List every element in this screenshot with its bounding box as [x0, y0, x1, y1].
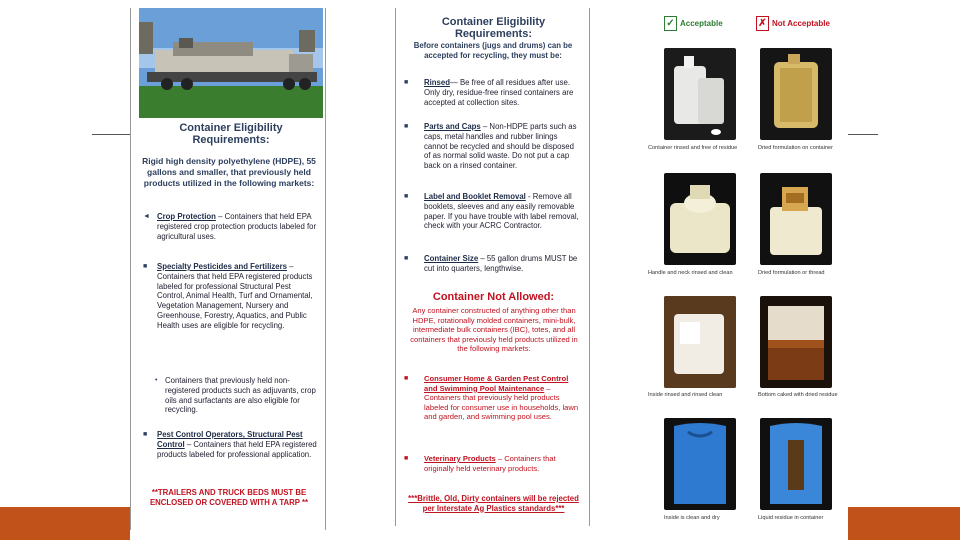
left-bullet-crop	[143, 212, 319, 241]
photo-clean-inside	[664, 296, 736, 388]
trailer-truck-photo	[139, 8, 323, 118]
red-bullet-consumer	[404, 374, 582, 422]
bullet-label: Specialty Pesticides and Fertilizers	[157, 262, 288, 271]
caption-acceptable-1: Container rinsed and free of residue	[648, 145, 738, 151]
left-tarp-warning: **TRAILERS AND TRUCK BEDS MUST BE ENCLOSED OR COVERED WITH A TARP **	[149, 488, 309, 507]
bullet-icon: ■	[404, 193, 409, 200]
mid-bullet-parts	[404, 122, 582, 171]
left-bullet-nonregistered	[155, 376, 319, 415]
photo-residue-jug	[760, 48, 832, 140]
photo-caked-bottom	[760, 296, 832, 388]
bullet-icon: ■	[143, 431, 148, 438]
caption-not-acceptable-2: Dried formulation or thread	[758, 270, 825, 276]
caption-not-acceptable-1: Dried formulation on container	[758, 145, 833, 151]
footer-accent-bar-right	[848, 507, 960, 540]
bullet-icon: ◄	[143, 213, 150, 220]
footer-accent-bar	[0, 507, 130, 540]
bullet-label: Container Size	[424, 254, 479, 263]
divider-line	[92, 134, 130, 135]
bullet-text: - Remove all booklets, sleeves and any easily removable paper. If you have trouble with label removal, check with your ACRC Contractor.	[424, 192, 579, 231]
mid-bullet-label-removal	[404, 192, 582, 231]
bullet-label: Consumer Home & Garden Pest Control and Swimming Pool Maintenance	[424, 374, 569, 393]
not-allowed-text: Any container constructed of anything other than HDPE, rotationally molded containers, mini-bulk, intermediate bulk containers (IBC), totes, and all containers that previously held products utilized in the following markets:	[410, 306, 578, 354]
left-bullet-pest-control	[143, 430, 319, 459]
bullet-label: Rinsed	[424, 78, 450, 87]
bullet-text: – Containers that held EPA registered products labeled for professional application.	[157, 439, 317, 459]
bullet-icon: ■	[404, 255, 409, 262]
acceptable-label: Acceptable	[680, 19, 723, 28]
x-mark-icon: ✗	[756, 16, 769, 31]
eligibility-flyer-middle	[395, 8, 590, 526]
bullet-label: Parts and Caps	[424, 122, 481, 131]
bullet-label: Label and Booklet Removal	[424, 192, 526, 201]
divider-line-right	[848, 134, 878, 135]
caption-acceptable-2: Handle and neck rinsed and clean	[648, 270, 733, 276]
bullet-icon: •	[155, 377, 158, 384]
acceptable-comparison-panel	[640, 8, 848, 530]
bullet-text: – Containers that held EPA registered products labeled for professional Structural Pest Control, Animal Health, Turf and Ornamental, Vegetation Management, Nursery and Greenhouse, Forestry, Aquatics, and Public Health uses are eligible for recycling.	[157, 262, 313, 330]
not-allowed-title: Container Not Allowed:	[432, 291, 555, 303]
bullet-label: Crop Protection	[157, 212, 216, 221]
left-subtitle: Rigid high density polyethylene (HDPE), 55 gallons and smaller, that previously held products utilized in the following markets:	[142, 156, 316, 188]
mid-bullet-container-size	[404, 254, 582, 274]
caption-acceptable-3: Inside rinsed and rinsed clean	[648, 392, 723, 398]
bullet-text: – Containers that held EPA registered crop protection products labeled for agricultural uses.	[157, 212, 317, 241]
not-acceptable-header	[756, 16, 830, 31]
left-title: Container Eligibility Requirements:	[179, 122, 283, 146]
mid-subtitle: Before containers (jugs and drums) can be accepted for recycling, they must be:	[413, 41, 573, 60]
bullet-icon: ■	[404, 123, 409, 130]
red-bullet-veterinary	[404, 454, 582, 473]
caption-acceptable-4: Inside is clean and dry	[664, 515, 720, 521]
caption-not-acceptable-3: Bottom caked with dried residue	[758, 392, 838, 398]
photo-clean-handle	[664, 173, 736, 265]
bullet-text: – Non-HDPE parts such as caps, metal handles and rubber linings cannot be recycled and should be disposed of as normal solid waste. Do not put a cap back on a rinsed container.	[424, 122, 577, 171]
bullet-text: – 55 gallon drums MUST be cut into quarters, lengthwise.	[424, 254, 578, 273]
bullet-icon: ■	[404, 455, 409, 462]
bullet-text: Containers that previously held non-registered products such as adjuvants, crop oils and surfactants are also eligible for recycling.	[165, 376, 316, 415]
photo-residue-blue-drum	[760, 418, 832, 510]
bullet-text: – Containers that originally held veterinary products.	[424, 454, 556, 473]
mid-bullet-rinsed	[404, 78, 582, 107]
mid-title: Container Eligibility Requirements:	[441, 16, 546, 40]
bullet-icon: ■	[404, 375, 409, 382]
mid-rejection-warning: ***Brittle, Old, Dirty containers will be rejected per Interstate Ag Plastics standards***	[408, 494, 579, 513]
bullet-text: — Be free of all residues after use. Only dry, residue-free rinsed containers are accepted at collection sites.	[424, 78, 574, 107]
photo-clean-jug	[664, 48, 736, 140]
photo-clean-blue-drum	[664, 418, 736, 510]
photo-residue-thread	[760, 173, 832, 265]
bullet-icon: ■	[404, 79, 409, 86]
bullet-label: Veterinary Products	[424, 454, 496, 463]
not-acceptable-label: Not Acceptable	[772, 19, 830, 28]
acceptable-header	[664, 16, 723, 31]
checkmark-icon: ✓	[664, 16, 677, 31]
caption-not-acceptable-4: Liquid residue in container	[758, 515, 824, 521]
bullet-label: Pest Control Operators, Structural Pest Control	[157, 430, 303, 449]
bullet-text: – Containers that previously held products labeled for consumer use in households, lawn and garden, and swimming pool uses.	[424, 383, 579, 422]
left-bullet-specialty	[143, 262, 319, 331]
bullet-icon: ■	[143, 263, 148, 270]
eligibility-flyer-left	[130, 8, 326, 530]
